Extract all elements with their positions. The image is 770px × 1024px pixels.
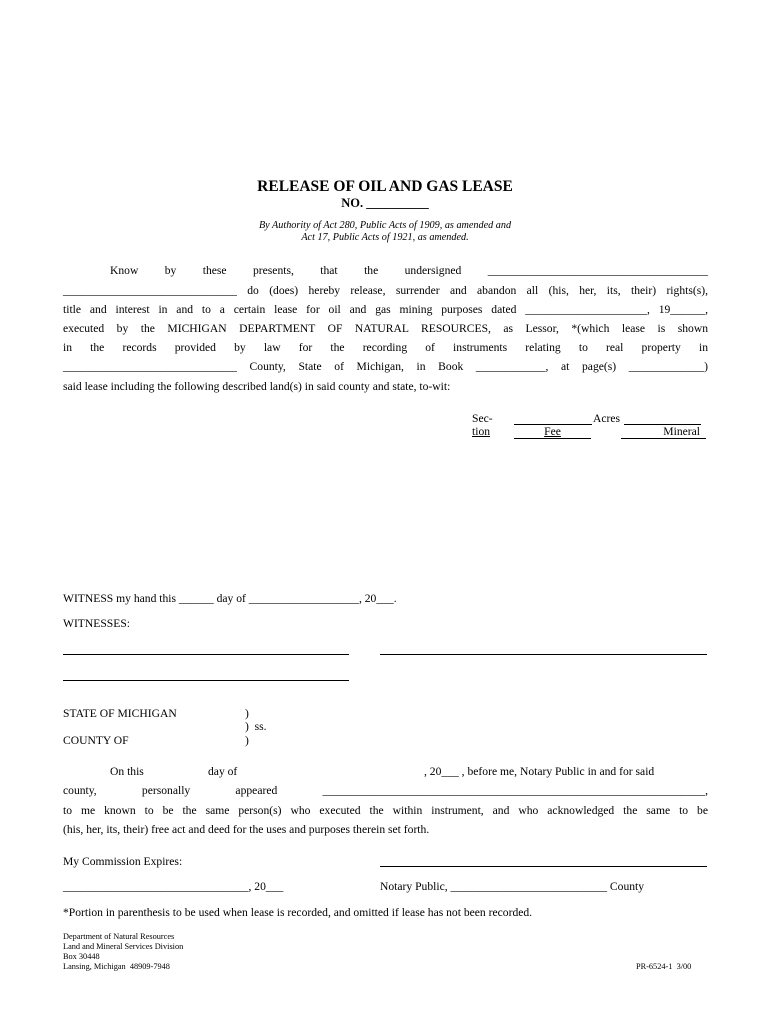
witness-line: WITNESS my hand this ______ day of ___________________, 20___. bbox=[63, 592, 397, 605]
agency-line-4: Lansing, Michigan 48909-7948 bbox=[63, 962, 170, 971]
section-header-1: Sec- bbox=[472, 412, 493, 425]
ack-year-rest: , 20___ , before me, Notary Public in and for said bbox=[424, 765, 655, 778]
notary-signature-line[interactable] bbox=[380, 866, 707, 867]
authority-line-2: Act 17, Public Acts of 1921, as amended. bbox=[301, 232, 469, 243]
body-line-5: in the records provided by law for the recording of instruments relating to real property in bbox=[63, 341, 708, 354]
agency-line-3: Box 30448 bbox=[63, 952, 100, 961]
mineral-header: Mineral bbox=[663, 425, 700, 438]
body-line-6: ______________________________ County, State of Michigan, in Book ____________, at page(s) _____________) bbox=[63, 360, 708, 373]
ack-known: to me known to be the same person(s) who executed the within instrument, and who acknowledged the same to be bbox=[63, 804, 708, 817]
ack-county-appeared: county, personally appeared __________________________________________________________________, bbox=[63, 784, 708, 797]
section-header-2: tion bbox=[472, 425, 491, 438]
county-of: COUNTY OF bbox=[63, 734, 129, 747]
mineral-underline bbox=[621, 438, 706, 439]
agency-line-2: Land and Mineral Services Division bbox=[63, 942, 184, 951]
acres-header: Acres bbox=[593, 412, 621, 425]
notary-public-county: Notary Public, ___________________________ County bbox=[380, 880, 645, 893]
body-line-4: executed by the MICHIGAN DEPARTMENT OF NATURAL RESOURCES, as Lessor, *(which lease is shown bbox=[63, 322, 708, 335]
body-line-7: said lease including the following described land(s) in said county and state, to-wit: bbox=[63, 380, 451, 393]
lease-number: NO. __________ bbox=[341, 196, 429, 210]
venue-paren-3: ) bbox=[245, 734, 249, 747]
authority-line-1: By Authority of Act 280, Public Acts of 1909, as amended and bbox=[258, 220, 512, 231]
venue-ss: ) ss. bbox=[245, 720, 267, 733]
agency-line-1: Department of Natural Resources bbox=[63, 932, 175, 941]
body-line-1: Know by these presents, that the undersigned ______________________________________ bbox=[110, 264, 708, 277]
state-of-michigan: STATE OF MICHIGAN bbox=[63, 707, 177, 720]
witnesses-label: WITNESSES: bbox=[63, 617, 130, 630]
body-line-2: ______________________________ do (does) hereby release, surrender and abandon all (his, her, its, their) rights(s), bbox=[63, 284, 708, 297]
ack-day-of: day of bbox=[208, 765, 238, 778]
body-line-3: title and interest in and to a certain lease for oil and gas mining purposes dated _____________________, 19______, bbox=[63, 303, 708, 316]
venue-paren-1: ) bbox=[245, 707, 249, 720]
ack-on-this: On this bbox=[110, 765, 144, 778]
fee-header: Fee bbox=[544, 425, 561, 438]
ack-free-act: (his, her, its, their) free act and deed for the uses and purposes therein set forth. bbox=[63, 823, 430, 836]
signer-signature-line[interactable] bbox=[380, 654, 707, 655]
witness-signature-line-2[interactable] bbox=[63, 680, 349, 681]
witness-signature-line-1[interactable] bbox=[63, 654, 349, 655]
form-title: RELEASE OF OIL AND GAS LEASE bbox=[257, 178, 513, 195]
fee-underline bbox=[514, 438, 591, 439]
commission-expires: My Commission Expires: bbox=[63, 855, 183, 868]
form-number: PR-6524-1 3/00 bbox=[636, 962, 692, 971]
footnote: *Portion in parenthesis to be used when lease is recorded, and omitted if lease has not been recorded. bbox=[63, 906, 533, 919]
commission-date-line: ________________________________, 20___ bbox=[63, 880, 284, 893]
